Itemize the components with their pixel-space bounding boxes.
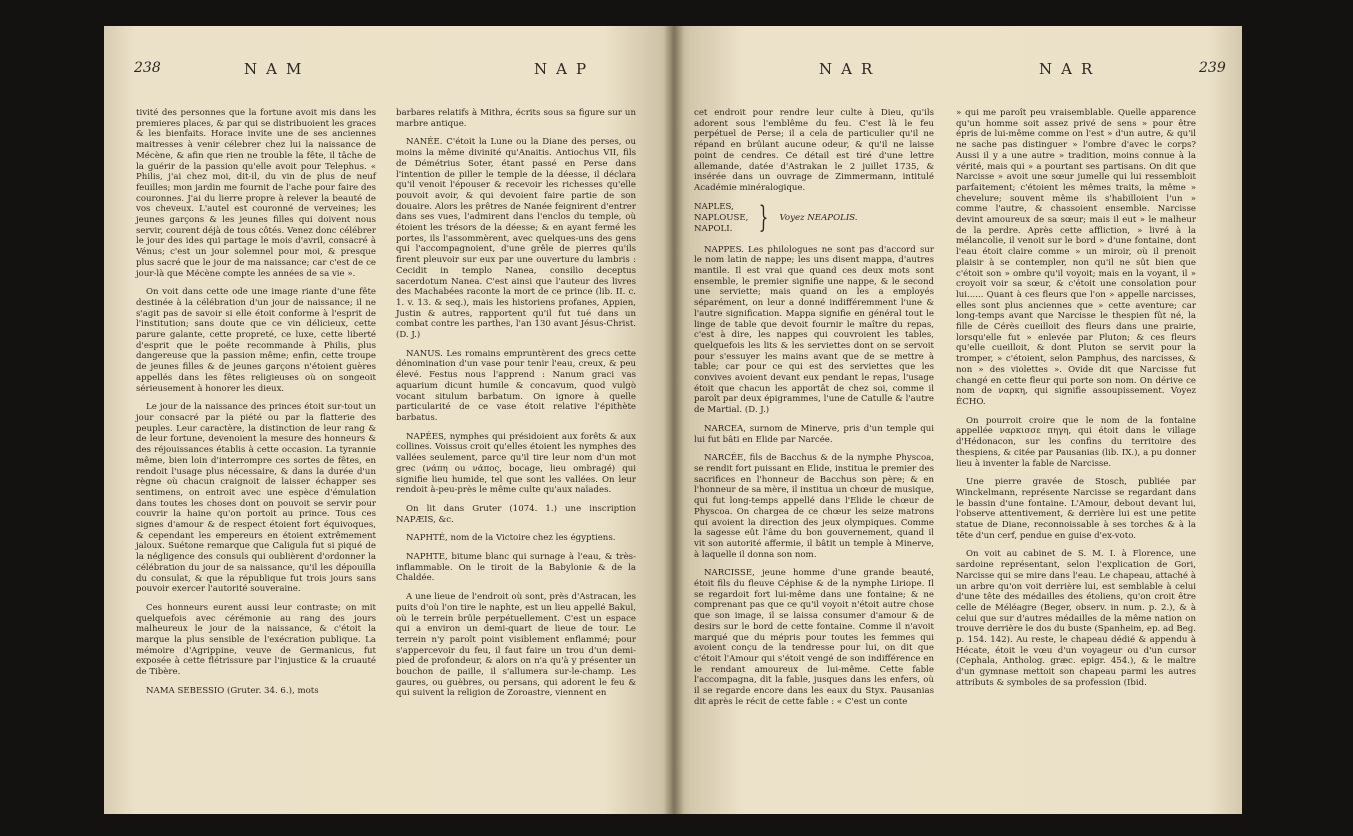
paragraph: barbares relatifs à Mithra, écrits sous sa figure sur un marbre antique. (396, 108, 636, 129)
paragraph: NAPÉES, nymphes qui présidoient aux forêts & aux collines. Voissus croit qu'elles étoient les nymphes des vallées seulement, parce qu'il tire leur nom d'un mot grec (νάπη ou νάπος, bocage, lieu ombragé) qui signifie lieu humide, tel que sont les vallées. On leur rendoit à-peu-près le même culte qu'aux naïades. (396, 431, 636, 496)
paragraph: On voit dans cette ode une image riante d'une fête destinée à la célébration d'un jour de naissance; il ne s'agit pas de savoir si elle étoit conforme à l'esprit de l'institution; sans doute que ce vin délicieux, cette parure galante, cette propreté, ce luxe, cette liberté d'esprit que le poëte recommande à Philis, plus dangereuse que la passion même; enfin, cette troupe de jeunes filles & de jeunes garçons n'étoient guères appellés dans les fêtes religieuses où on songeoit sérieusement à honorer les dieux. (136, 287, 376, 394)
paragraph: NAPHTÉ, nom de la Victoire chez les égyptiens. (406, 533, 616, 544)
paragraph: cet endroit pour rendre leur culte à Dieu, qu'ils adorent sous l'emblême du feu. C'est là le feu perpétuel de Perse; il a cela de particulier qu'il ne répand en brûlant aucune odeur, & qu'il ne laisse point de cendres. Ce détail est tiré d'une lettre allemande, datée d'Astrakan le 2 juillet 1735, & insérée dans un ouvrage de Zimmermann, intitulé Académie minéralogique. (694, 108, 934, 193)
paragraph: On pourroit croire que le nom de la fontaine appellée ναρκισσε πηγη, qui étoit dans le village d'Hédonacon, sur les confins du territoire des thespiens, & citée par Pausanias (lib. IX.), a pu donner lieu à inventer la fable de Narcisse. (956, 415, 1196, 469)
left-column-1 (136, 108, 376, 705)
paragraph: NARCISSE, jeune homme d'une grande beauté, étoit fils du fleuve Céphise & de la nymphe Liriope. Il se regardoit fort lui-même dans une fontaine; & ne comprenant pas que ce qu'il voyoit n'étoit autre chose que son image, il se laissa consumer d'amour & de desirs sur le bord de cette fontaine. Comme il n'avoit marqué que du mépris pour toutes les femmes qui avoient conçu de la tendresse pour lui, on dit que c'étoit l'Amour qui s'étoit vengé de son indifférence en le rendant amoureux de lui-même. Cette fable l'accompagna, dit la fable, jusques dans les enfers, où il se regarde encore dans les eaux du Styx. Pausanias dit après le récit de cette fable : « C'est un conte (694, 568, 934, 707)
cross-reference-block (694, 202, 934, 235)
left-column-2 (396, 108, 636, 707)
paragraph: NARCÉE, fils de Bacchus & de la nymphe Physcoa, se rendit fort puissant en Elide, institua le premier des sacrifices en l'honneur de Bacchus son père; & en l'honneur de sa mère, il institua un chœur de musique, qui fut long-temps appellé dans l'Elide le chœur de Physcoa. On chargea de ce chœur les seize matrons qui avoient la direction des jeux olympiques. Comme la sagesse eût l'âme du bon gouvernement, quand il vit son autorité affermie, il bâtit un temple à Minerve, à laquelle il donna son nom. (694, 453, 934, 560)
brace-name: NAPLES, (694, 201, 734, 212)
paragraph: Ces honneurs eurent aussi leur contraste; on mit quelquefois avec cérémonie au rang des jours malheureux le jour de la naissance, & c'étoit la marque la plus sensible de l'exécration publique. La mémoire d'Agrippine, veuve de Germanicus, fut exposée à cette flétrissure par l'injustice & la cruauté de Tibère. (136, 602, 376, 678)
head-word: NAM (244, 60, 311, 78)
left-page (104, 26, 674, 814)
paragraph: » qui me paroît peu vraisemblable. Quelle apparence qu'un homme soit assez privé de sens » pour être épris de lui-même comme on l'est » d'un autre, & qu'il ne sache pas distinguer » l'ombre d'avec le corps? Aussi il y a une autre » tradition, moins connue à la vérité, mais qui » a pourtant ses partisans. On dit que Narcisse » avoit une sœur jumelle qui lui ressembloit parfaitement; c'étoient les mêmes traits, la même » chevelure; souvent même ils s'habilloient l'un » comme l'autre, & chassoient ensemble. Narcisse devint amoureux de sa sœur; mais il eut » le malheur de la perdre. Après cette affliction, » livré à la mélancolie, il venoit sur le bord » d'une fontaine, dont l'eau étoit claire comme » un miroir, où il prenoit plaisir à se contempler, non qu'il ne sût bien que c'étoit son » ombre qu'il voyoit; mais en la voyant, il » croyoit voir sa sœur, & c'étoit une consolation pour lui...... Quant à ces fleurs que l'on » appelle narcisses, elles sont plus anciennes que » cette aventure; car long-temps avant que Narcisse le thespien fût né, la fille de Cérès cueilloit des fleurs dans une prairie, lorsqu'elle fut » enlevée par Pluton; & ces fleurs qu'elle cueilloit, & dont Pluton se servit pour la tromper, » c'étoient, selon Pamphus, des narcisses, & non » des violettes ». Ovide dit que Narcisse fut changé en cette fleur qui porte son nom. On dérive ce nom de ναρκη, qui signifie assoupissement. Voyez ÉCHO. (956, 108, 1196, 407)
see-also-reference[interactable]: Voyez NEAPOLIS. (779, 212, 858, 223)
brace-names (694, 202, 748, 235)
head-word: NAP (534, 60, 596, 78)
right-column-2 (956, 108, 1196, 697)
paragraph: Une pierre gravée de Stosch, publiée par Winckelmann, représente Narcisse se regardant dans le bassin d'une fontaine. L'Amour, debout devant lui, l'observe attentivement, & derrière lui est une petite statue de Diane, reconnoissable à ses torches & à la tête d'un cerf, pendue en guise d'ex-voto. (956, 477, 1196, 541)
page-number: 239 (1199, 60, 1226, 76)
head-word: NAR (1039, 60, 1102, 78)
paragraph: Le jour de la naissance des princes étoit sur-tout un jour consacré par la piété ou par la flatterie des peuples. Leur caractère, la distinction de leur rang & de leur fortune, devenoient la mesure des honneurs & des réjouissances établis à cette occasion. La tyrannie même, bien loin d'interrompre ces sortes de fêtes, en rendoit l'usage plus nécessaire, & dans la durée d'un règne où chacun craignoit de laisser échapper ses sentimens, on entroit avec une espèce d'émulation dans toutes les choses dont on pouvoit se servir pour couvrir la haine qu'on portoit au prince. Tous ces signes d'amour & de respect étoient fort équivoques, & cependant les empereurs en étoient extrêmement jaloux. Suétone remarque que Caligula fut si piqué de la négligence des consuls qui oublièrent d'ordonner la célébration du jour de sa naissance, qu'il les dépouilla du consulat, & que la république fut trois jours sans pouvoir exercer l'autorité souveraine. (136, 402, 376, 595)
paragraph: On lit dans Gruter (1074. 1.) une inscription NAPÆIS, &c. (396, 503, 636, 525)
paragraph: NANÉE. C'étoit la Lune ou la Diane des perses, ou moins la même divinité qu'Anaitis. Antiochus VII, fils de Démétrius Soter, étant passé en Perse dans l'intention de piller le temple de la déesse, il déclara qu'il venoit l'épouser & recevoir les richesses qu'elle pouvoit avoir, & qui devoient faire partie de son douaire. Alors les prêtres de Nanée feignirent d'entrer dans ses vues, l'admirent dans l'enclos du temple, où étoient les trésors de la déesse; & en ayant fermé les portes, ils l'assommèrent, avec quelques-uns des gens qui l'accompagnoient, d'une grêle de pierres qu'ils firent pleuvoir sur eux par une ouverture du lambris : Cecidit in templo Nanea, consilio deceptus sacerdotum Nanea. C'est ainsi que l'auteur des livres des Machabées raconte la mort de ce prince (lib. II. c. 1. v. 13. & seq.), mais les historiens profanes, Appien, Justin & autres, rapportent qu'il fut tué dans un combat contre les parthes, l'an 130 avant Jésus-Christ. (D. J.) (396, 137, 636, 341)
brace-glyph: } (759, 200, 769, 236)
right-column-1 (694, 108, 934, 715)
right-page (674, 26, 1242, 814)
paragraph: NARCEA, surnom de Minerve, pris d'un temple qui lui fut bâti en Elide par Narcée. (694, 423, 934, 445)
page-number: 238 (134, 60, 161, 76)
paragraph: NAMA SEBESSIO (Gruter. 34. 6.), mots (146, 685, 319, 696)
brace-name: NAPLOUSE, (694, 212, 749, 223)
book-gutter (664, 26, 684, 814)
paragraph: NANUS. Les romains empruntèrent des grecs cette dénomination d'un vase pour tenir l'eau, creux, & peu élevé. Festus nous l'apprend : Nanum graci vas aquarium dicunt humile & concavum, quod vulgò vocant situlum barbatum. On ignore à quelle particularité de ce vase étoit relative l'épithète barbatus. (396, 348, 636, 423)
paragraph: tivité des personnes que la fortune avoit mis dans les premieres places, & par qui se distribuoient les graces & les bienfaits. Horace invite une de ses anciennes maitresses à venir célebrer chez lui la naissance de Mécène, & afin que rien ne trouble la fête, il tâche de la guérir de la passion qu'elle avoit pour Telephus. « Philis, j'ai chez moi, dit-il, du vin de plus de neuf feuilles; mon jardin me fournit de l'ache pour faire des couronnes. J'ai du lierre propre à relever la beauté de vos cheveux. L'autel est couronné de verveines; les jeunes garçons & les jeunes filles qui doivent nous servir, courent déjà de tous côtés. Venez donc célébrer le jour des ides qui partage le mois d'avril, consacré à Vénus; c'est un jour solemnel pour moi, & presque plus sacré que le jour de ma naissance; car c'est de ce jour-là que Mécène compte les années de sa vie ». (136, 108, 376, 279)
paragraph: A une lieue de l'endroit où sont, près d'Astracan, les puits d'où l'on tire le naphte, est un lieu appellé Bakul, où le terrein brûle perpétuellement. C'est un espace qui a environ un demi-quart de lieue de tour. Le terrein n'y paroît point visiblement enflammé; pour s'appercevoir du feu, il faut faire un trou d'un demi-pied de profondeur, & alors on n'a qu'à y présenter un bouchon de paille, il s'allumera sur-le-champ. Les gaures, ou guèbres, ou persans, qui adorent le feu & qui suivent la religion de Zoroastre, viennent en (396, 592, 636, 699)
head-word: NAR (819, 60, 882, 78)
paragraph: NAPPES. Les philologues ne sont pas d'accord sur le nom latin de nappe; les uns disent mappa, d'autres mantile. Il est vrai que quand ces deux mots sont ensemble, le premier signifie une nappe, & le second une serviette; mais quand on les a employés séparément, on leur a donné indifféremment l'une & l'autre signification. Mappa signifie en général tout le linge de table que devoit fournir le maître du repas, c'est à dire, les nappes qui couvroient les tables, quelquefois les lits & les serviettes dont on se servoit pour s'essuyer les mains avant que de se mettre à table; car pour ce qui est des serviettes que les convives avoient devant eux pendant le repas, l'usage étoit que chacun les apportât de chez soi, comme il paroît par deux épigrammes, l'une de Catulle & l'autre de Martial. (D. J.) (694, 244, 934, 416)
brace-name: NAPOLI. (694, 223, 733, 234)
paragraph: On voit au cabinet de S. M. I. à Florence, une sardoine représentant, selon l'explication de Gori, Narcisse qui se mire dans l'eau. Le chapeau, attaché à un arbre qu'on voit derrière lui, est semblable à celui d'une tête des médailles des étoliens, qu'on croit être celle de Méléagre (Beger, observ. in num. p. 2.), & à celui que sur d'autres médailles de la même nation on trouve derrière le dos du buste (Spanheim, ep. ad Beg. p. 154. 142). Au reste, le chapeau dédié & appendu à Hécate, étoit le vœu d'un voyageur ou d'un cursor (Cephala, Antholog. græc. epigr. 454.), & le maître d'un gymnase mettoit son chapeau parmi les autres attributs & symboles de sa profession (Ibid. (956, 549, 1196, 688)
paragraph: NAPHTE, bitume blanc qui surnage à l'eau, & très-inflammable. On le tiroit de la Babylonie & de la Chaldée. (396, 552, 636, 584)
